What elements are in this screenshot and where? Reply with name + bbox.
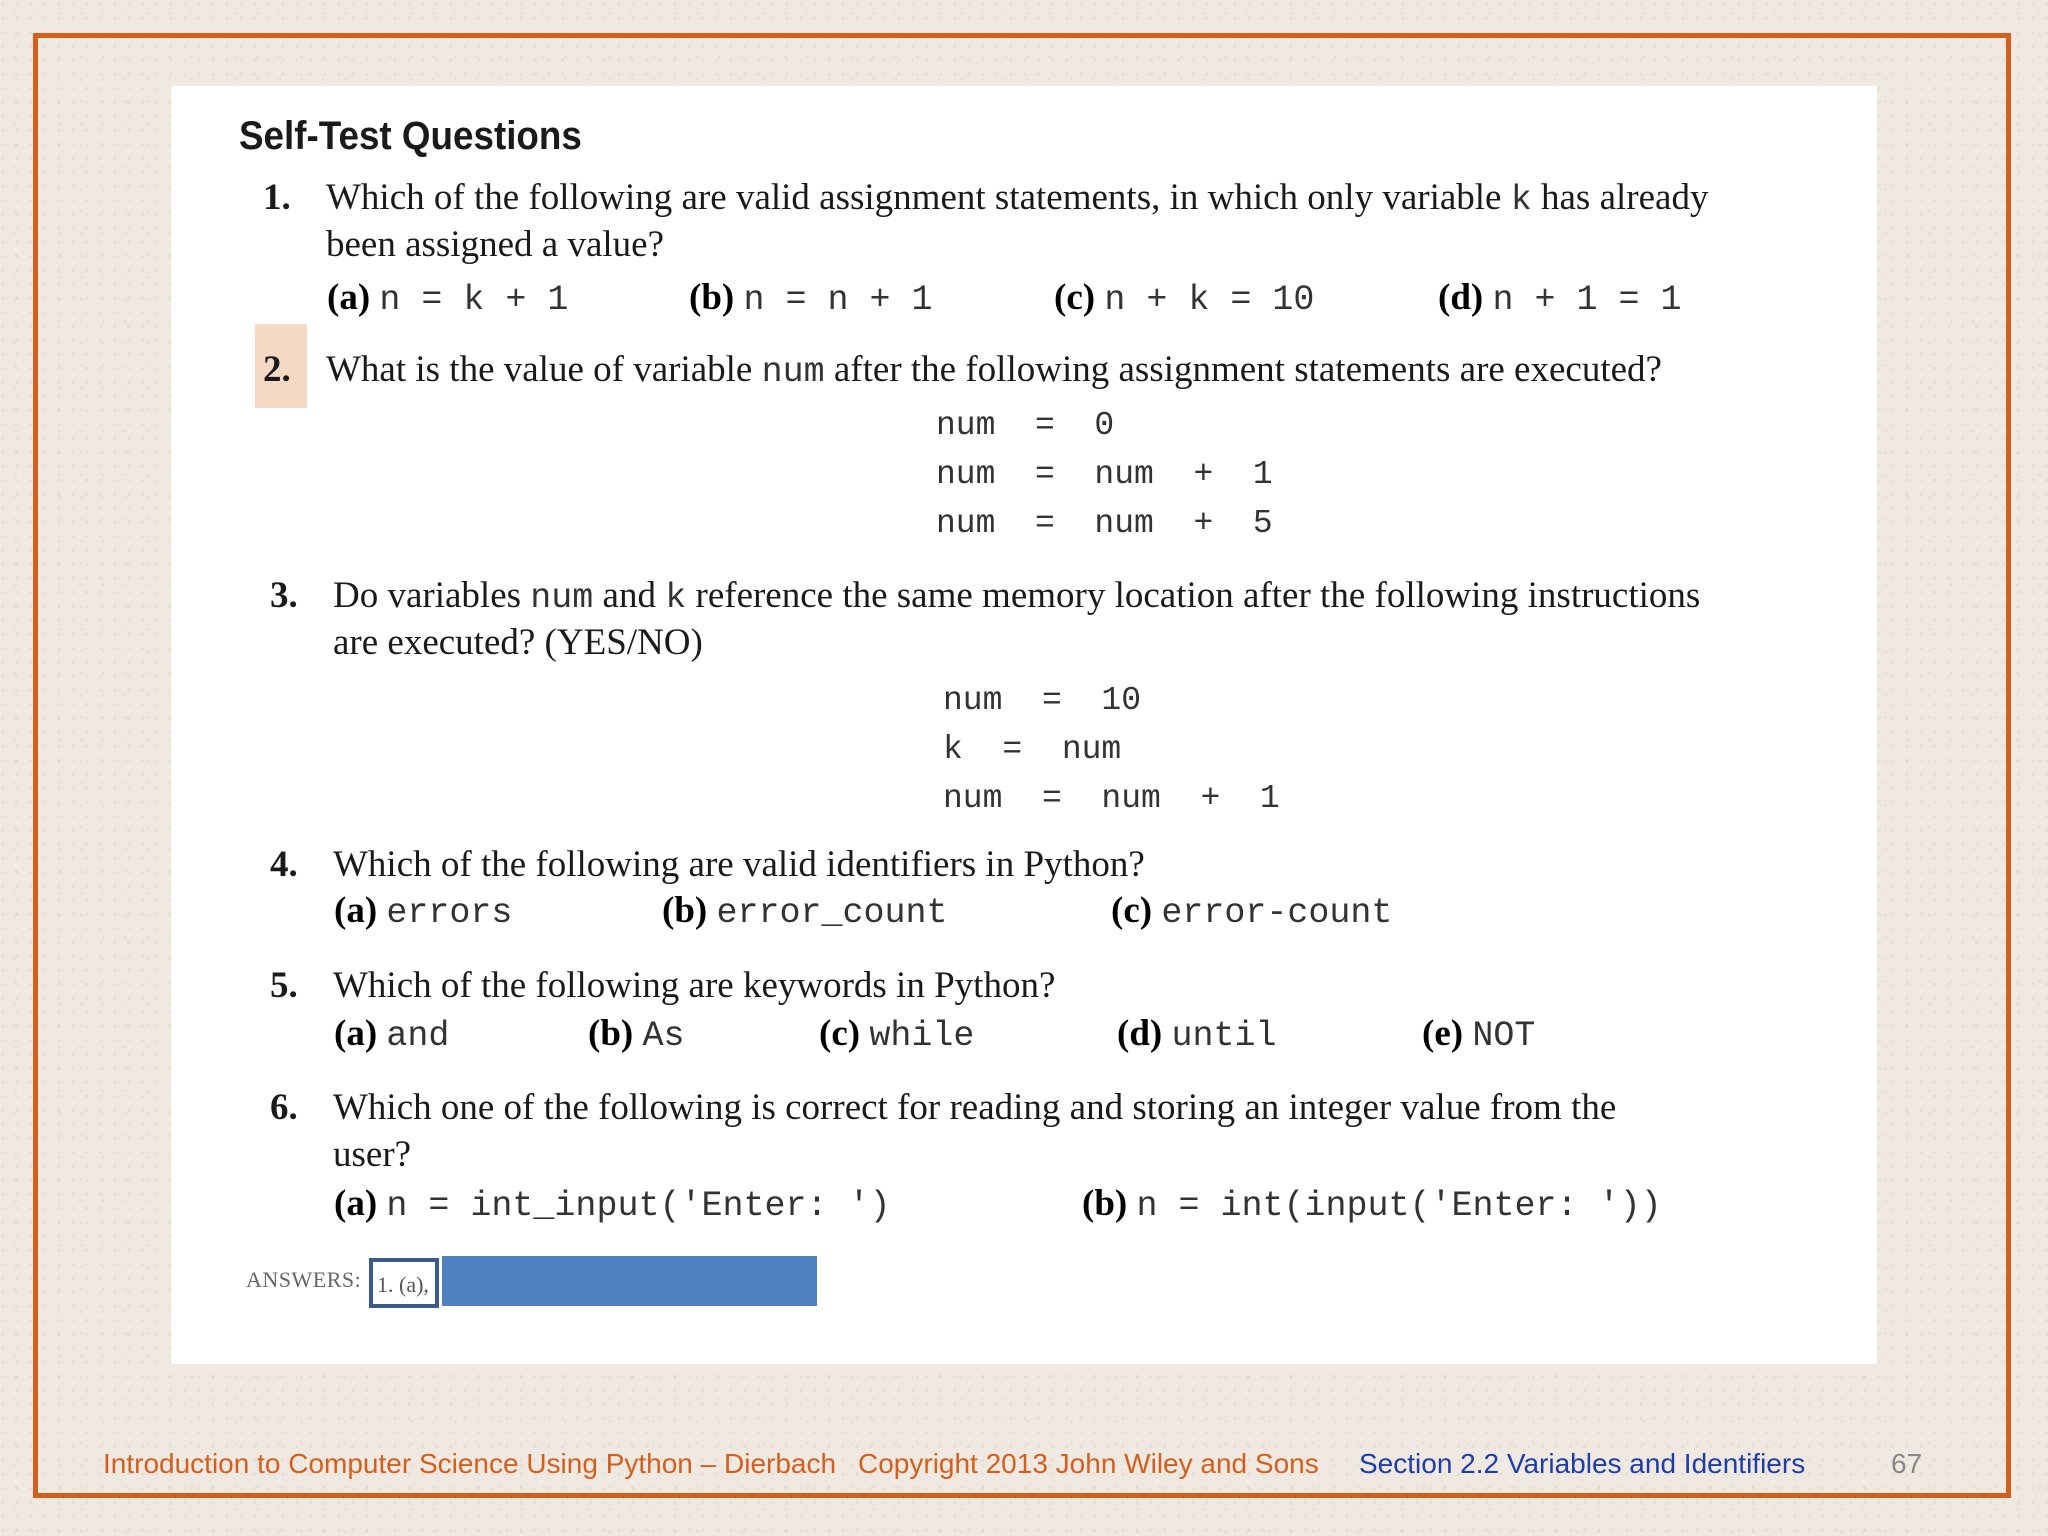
question-text: Which of the following are valid identifiers in Python?	[333, 844, 1145, 885]
question-number: 4.	[270, 844, 298, 885]
footer-section: Section 2.2 Variables and Identifiers	[1359, 1448, 1806, 1479]
option: (b) As	[588, 1013, 685, 1056]
option: (d) n + 1 = 1	[1438, 277, 1682, 320]
question-number: 3.	[270, 575, 298, 616]
question-text: Which of the following are keywords in Python?	[333, 965, 1056, 1006]
question-text: Which of the following are valid assignment statements, in which only variable k has already	[326, 177, 1709, 220]
code-line: num = num + 5	[936, 505, 1273, 542]
footer-copyright: Copyright 2013 John Wiley and Sons	[858, 1448, 1319, 1479]
code-line: num = 0	[936, 407, 1115, 444]
option: (b) n = int(input('Enter: '))	[1082, 1183, 1662, 1226]
question-number: 2.	[263, 349, 291, 390]
option: (a) errors	[334, 890, 513, 933]
code-line: num = num + 1	[936, 456, 1273, 493]
answer-reveal-box[interactable]: 1. (a),	[369, 1258, 439, 1308]
option: (b) error_count	[662, 890, 948, 933]
option: (c) n + k = 10	[1054, 277, 1315, 320]
question-text: What is the value of variable num after the following assignment statements are executed?	[326, 349, 1662, 392]
question-text-line2: are executed? (YES/NO)	[333, 622, 703, 663]
answers-label: ANSWERS:	[246, 1267, 362, 1292]
page-title: Self-Test Questions	[239, 114, 582, 158]
option: (c) error-count	[1111, 890, 1393, 933]
question-sheet	[171, 86, 1877, 1364]
question-text: Which one of the following is correct for reading and storing an integer value from the	[333, 1087, 1617, 1128]
option: (a) and	[334, 1013, 450, 1056]
page-number: 67	[1891, 1448, 1923, 1479]
question-text-line2: user?	[333, 1134, 412, 1175]
option: (c) while	[819, 1013, 975, 1056]
option: (a) n = int_input('Enter: ')	[334, 1183, 891, 1226]
option: (d) until	[1117, 1013, 1277, 1056]
footer-book-title: Introduction to Computer Science Using Python – Dierbach	[103, 1448, 837, 1479]
code-line: num = 10	[943, 682, 1142, 719]
question-text: Do variables num and k reference the same memory location after the following instructions	[333, 575, 1701, 618]
code-line: k = num	[943, 731, 1122, 768]
answers-cover[interactable]	[442, 1256, 817, 1306]
code-line: num = num + 1	[943, 780, 1280, 817]
question-text-line2: been assigned a value?	[326, 224, 664, 265]
option: (a) n = k + 1	[327, 277, 569, 320]
question-number: 6.	[270, 1087, 298, 1128]
question-number: 5.	[270, 965, 298, 1006]
option: (b) n = n + 1	[689, 277, 933, 320]
question-number: 1.	[263, 177, 291, 218]
option: (e) NOT	[1422, 1013, 1536, 1056]
